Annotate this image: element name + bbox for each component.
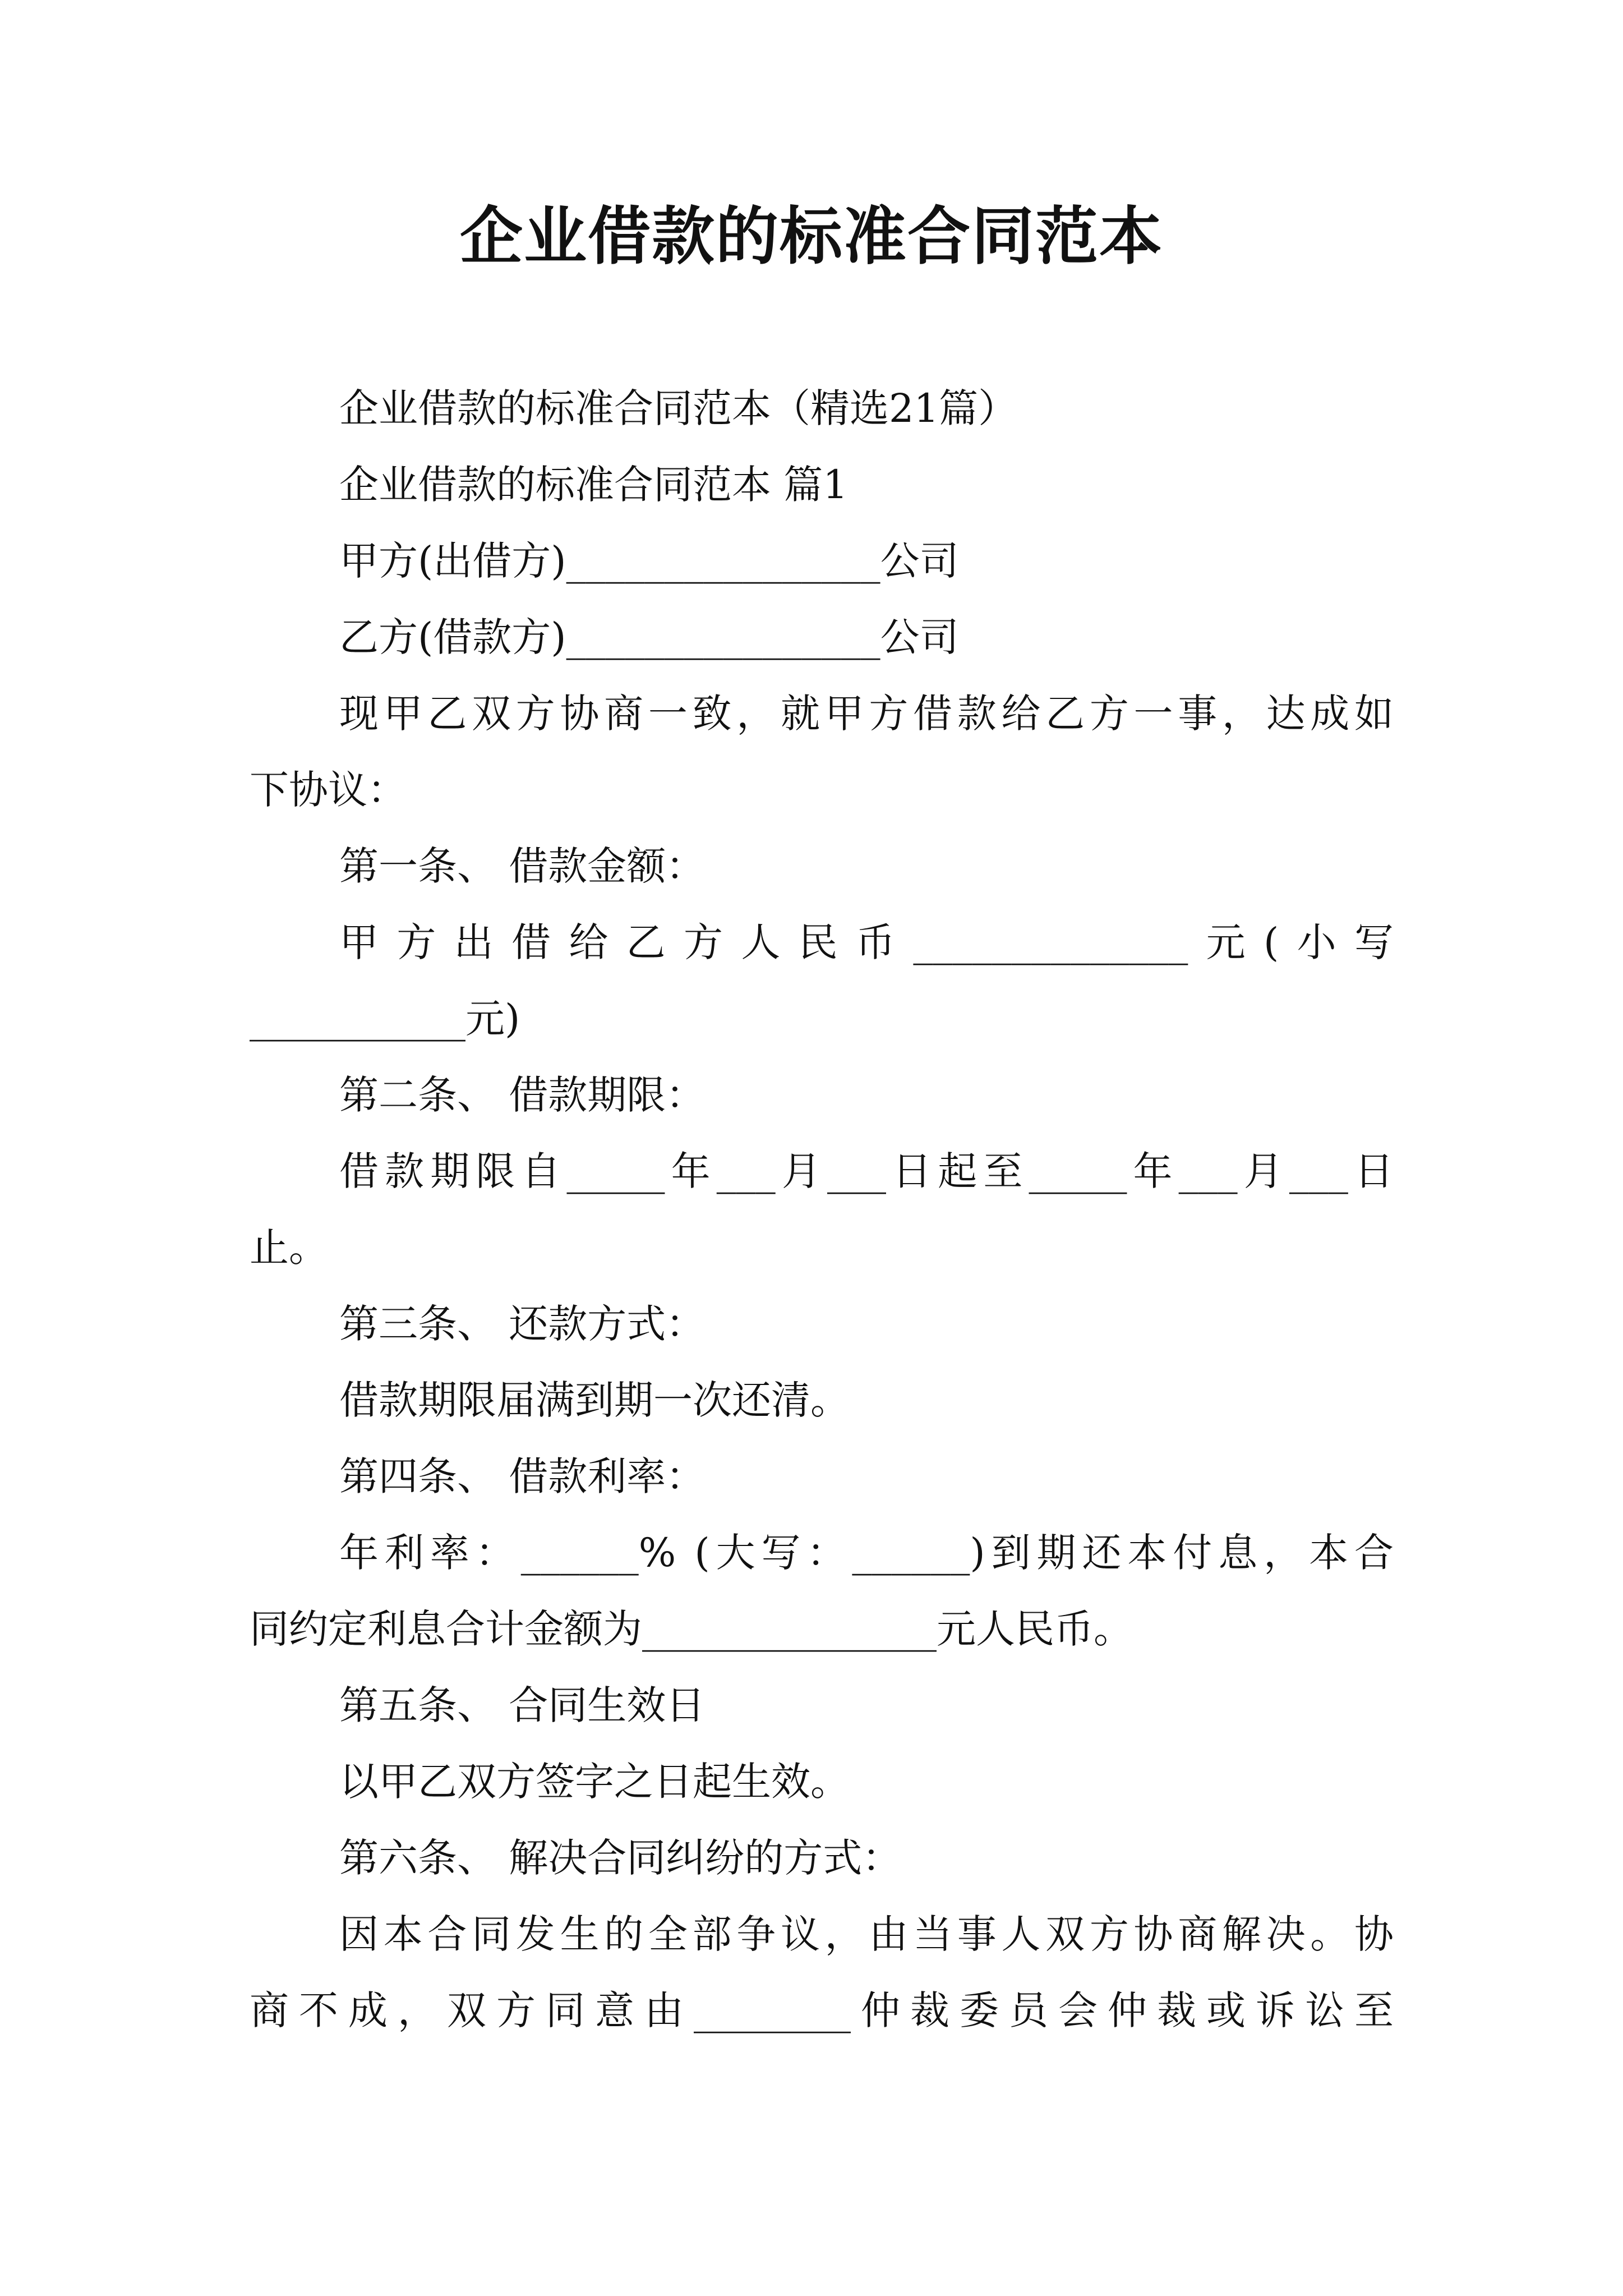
paragraph-line: 第四条、 借款利率： xyxy=(339,1453,706,1499)
paragraph-line: 第二条、 借款期限： xyxy=(339,1072,706,1118)
paragraph-line: 借款期限自_____年___月___日起至_____年___月___日 xyxy=(339,1148,1394,1194)
paragraph-line: 止。 xyxy=(250,1225,328,1271)
paragraph-line: 甲方出借给乙方人民币______________元(小写 xyxy=(339,919,1394,965)
paragraph-line: 第三条、 还款方式： xyxy=(339,1301,706,1347)
paragraph-line: 第一条、 借款金额： xyxy=(339,843,706,889)
paragraph-line: ___________元) xyxy=(250,996,520,1042)
paragraph-line: 甲方(出借方)________________公司 xyxy=(339,538,959,584)
paragraph-line: 商不成，双方同意由________仲裁委员会仲裁或诉讼至 xyxy=(250,1987,1394,2033)
paragraph-line: 现甲乙双方协商一致，就甲方借款给乙方一事，达成如 xyxy=(339,691,1394,737)
paragraph-line: 第六条、 解决合同纠纷的方式： xyxy=(339,1835,902,1881)
document-title: 企业借款的标准合同范本 xyxy=(460,200,1163,273)
paragraph-line: 企业借款的标准合同范本 篇1 xyxy=(339,462,848,508)
paragraph-line: 乙方(借款方)________________公司 xyxy=(339,614,959,660)
paragraph-line: 年利率：______% (大写：______)到期还本付息，本合 xyxy=(339,1530,1394,1576)
paragraph-line: 以甲乙双方签字之日起生效。 xyxy=(339,1759,850,1805)
paragraph-line: 同约定利息合计金额为_______________元人民币。 xyxy=(250,1606,1133,1652)
paragraph-line: 因本合同发生的全部争议，由当事人双方协商解决。协 xyxy=(339,1911,1394,1957)
paragraph-line: 借款期限届满到期一次还清。 xyxy=(339,1377,850,1423)
paragraph-line: 下协议： xyxy=(250,767,407,813)
paragraph-line: 第五条、 合同生效日 xyxy=(339,1682,706,1728)
document-body xyxy=(250,370,1394,2049)
paragraph-line: 企业借款的标准合同范本（精选21篇） xyxy=(339,385,1018,431)
